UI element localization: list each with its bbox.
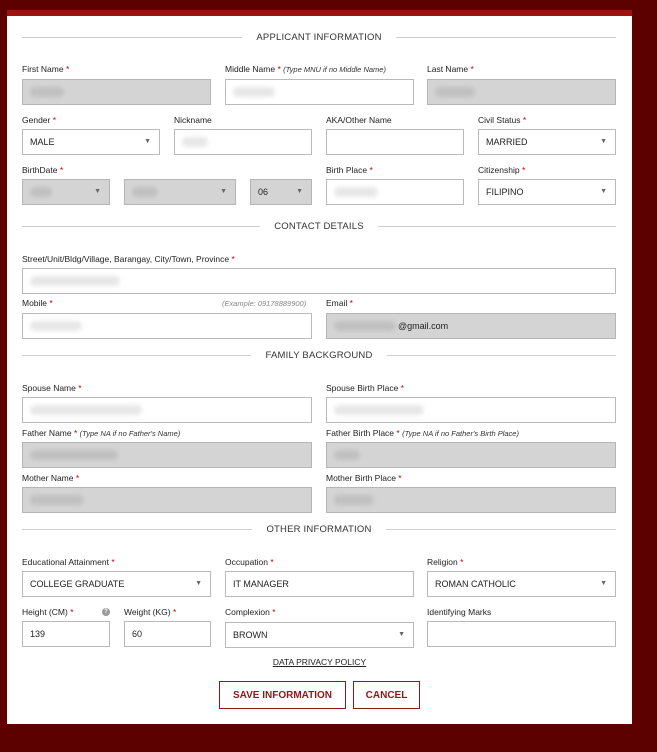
chevron-down-icon: ▼ xyxy=(600,188,607,195)
redacted-value xyxy=(435,87,475,97)
father-name-label: Father Name * (Type NA if no Father's Name) xyxy=(22,428,181,438)
chevron-down-icon: ▼ xyxy=(195,580,202,587)
redacted-value xyxy=(182,137,208,147)
redacted-value xyxy=(30,495,84,505)
weight-field[interactable]: 60 xyxy=(124,621,211,647)
chevron-down-icon: ▼ xyxy=(220,188,227,195)
education-select[interactable]: COLLEGE GRADUATE ▼ xyxy=(22,571,211,597)
birth-place-label: Birth Place * xyxy=(326,165,373,175)
last-name-field[interactable] xyxy=(427,79,616,105)
redacted-value xyxy=(30,321,82,331)
question-circle-icon[interactable]: ? xyxy=(102,608,110,616)
mobile-example-hint: (Example: 09178889900) xyxy=(222,299,307,308)
spouse-name-field[interactable] xyxy=(22,397,312,423)
birthdate-label: BirthDate * xyxy=(22,165,64,175)
education-label: Educational Attainment * xyxy=(22,557,115,567)
religion-label: Religion * xyxy=(427,557,464,567)
identifying-marks-field[interactable] xyxy=(427,621,616,647)
redacted-value xyxy=(30,276,120,286)
gender-label: Gender * xyxy=(22,115,57,125)
spouse-birth-place-field[interactable] xyxy=(326,397,616,423)
email-field[interactable]: @gmail.com xyxy=(326,313,616,339)
chevron-down-icon: ▼ xyxy=(398,631,405,638)
redacted-value xyxy=(132,187,158,197)
section-title: FAMILY BACKGROUND xyxy=(265,349,373,361)
weight-label: Weight (KG) * xyxy=(124,607,177,617)
height-field[interactable]: 139 xyxy=(22,621,110,647)
middle-name-label: Middle Name * (Type MNU if no Middle Name) xyxy=(225,64,386,74)
birth-year-select[interactable] xyxy=(124,179,236,205)
mother-name-label: Mother Name * xyxy=(22,473,80,483)
citizenship-select[interactable]: FILIPINO ▼ xyxy=(478,179,616,205)
section-family-background xyxy=(22,348,616,362)
aka-field[interactable] xyxy=(326,129,464,155)
mother-birth-place-label: Mother Birth Place * xyxy=(326,473,402,483)
aka-label: AKA/Other Name xyxy=(326,115,392,125)
redacted-value xyxy=(30,405,142,415)
father-name-field[interactable] xyxy=(22,442,312,468)
spouse-birth-place-label: Spouse Birth Place * xyxy=(326,383,404,393)
redacted-value xyxy=(233,87,275,97)
religion-select[interactable]: ROMAN CATHOLIC ▼ xyxy=(427,571,616,597)
section-contact-details xyxy=(22,219,616,233)
father-birth-place-label: Father Birth Place * (Type NA if no Father's Birth Place) xyxy=(326,428,519,438)
occupation-label: Occupation * xyxy=(225,557,274,567)
section-title: CONTACT DETAILS xyxy=(274,220,364,232)
birth-place-field[interactable] xyxy=(326,179,464,205)
birth-day-select[interactable]: 06 ▼ xyxy=(250,179,312,205)
section-other-information xyxy=(22,522,616,536)
chevron-down-icon: ▼ xyxy=(94,188,101,195)
chevron-down-icon: ▼ xyxy=(144,138,151,145)
mobile-field[interactable] xyxy=(22,313,312,339)
gender-select[interactable]: MALE ▼ xyxy=(22,129,160,155)
nickname-field[interactable] xyxy=(174,129,312,155)
complexion-label: Complexion * xyxy=(225,607,276,617)
applicant-form-card xyxy=(7,16,632,724)
mother-birth-place-field[interactable] xyxy=(326,487,616,513)
mobile-label: Mobile * xyxy=(22,298,53,308)
chevron-down-icon: ▼ xyxy=(600,138,607,145)
first-name-label: First Name * xyxy=(22,64,70,74)
chevron-down-icon: ▼ xyxy=(600,580,607,587)
redacted-value xyxy=(334,495,374,505)
cancel-button[interactable]: CANCEL xyxy=(353,681,420,709)
birth-month-select[interactable] xyxy=(22,179,110,205)
spouse-name-label: Spouse Name * xyxy=(22,383,82,393)
chevron-down-icon: ▼ xyxy=(296,188,303,195)
address-field[interactable] xyxy=(22,268,616,294)
redacted-value xyxy=(30,187,52,197)
redacted-value xyxy=(30,450,118,460)
middle-name-field[interactable] xyxy=(225,79,414,105)
citizenship-label: Citizenship * xyxy=(478,165,526,175)
redacted-value xyxy=(30,87,64,97)
complexion-select[interactable]: BROWN ▼ xyxy=(225,622,414,648)
height-label: Height (CM) * xyxy=(22,607,74,617)
first-name-field[interactable] xyxy=(22,79,211,105)
redacted-value xyxy=(334,321,396,331)
redacted-value xyxy=(334,450,360,460)
email-label: Email * xyxy=(326,298,353,308)
save-information-button[interactable]: SAVE INFORMATION xyxy=(219,681,346,709)
occupation-field[interactable]: IT MANAGER xyxy=(225,571,414,597)
identifying-marks-label: Identifying Marks xyxy=(427,607,492,617)
redacted-value xyxy=(334,405,424,415)
redacted-value xyxy=(334,187,378,197)
section-applicant-information xyxy=(22,30,616,44)
civil-status-label: Civil Status * xyxy=(478,115,527,125)
mother-name-field[interactable] xyxy=(22,487,312,513)
father-birth-place-field[interactable] xyxy=(326,442,616,468)
data-privacy-policy-link[interactable]: DATA PRIVACY POLICY xyxy=(272,657,367,667)
nickname-label: Nickname xyxy=(174,115,212,125)
last-name-label: Last Name * xyxy=(427,64,474,74)
section-title: APPLICANT INFORMATION xyxy=(256,31,382,43)
section-title: OTHER INFORMATION xyxy=(266,523,372,535)
address-label: Street/Unit/Bldg/Village, Barangay, City/Town, Province * xyxy=(22,254,235,264)
civil-status-select[interactable]: MARRIED ▼ xyxy=(478,129,616,155)
